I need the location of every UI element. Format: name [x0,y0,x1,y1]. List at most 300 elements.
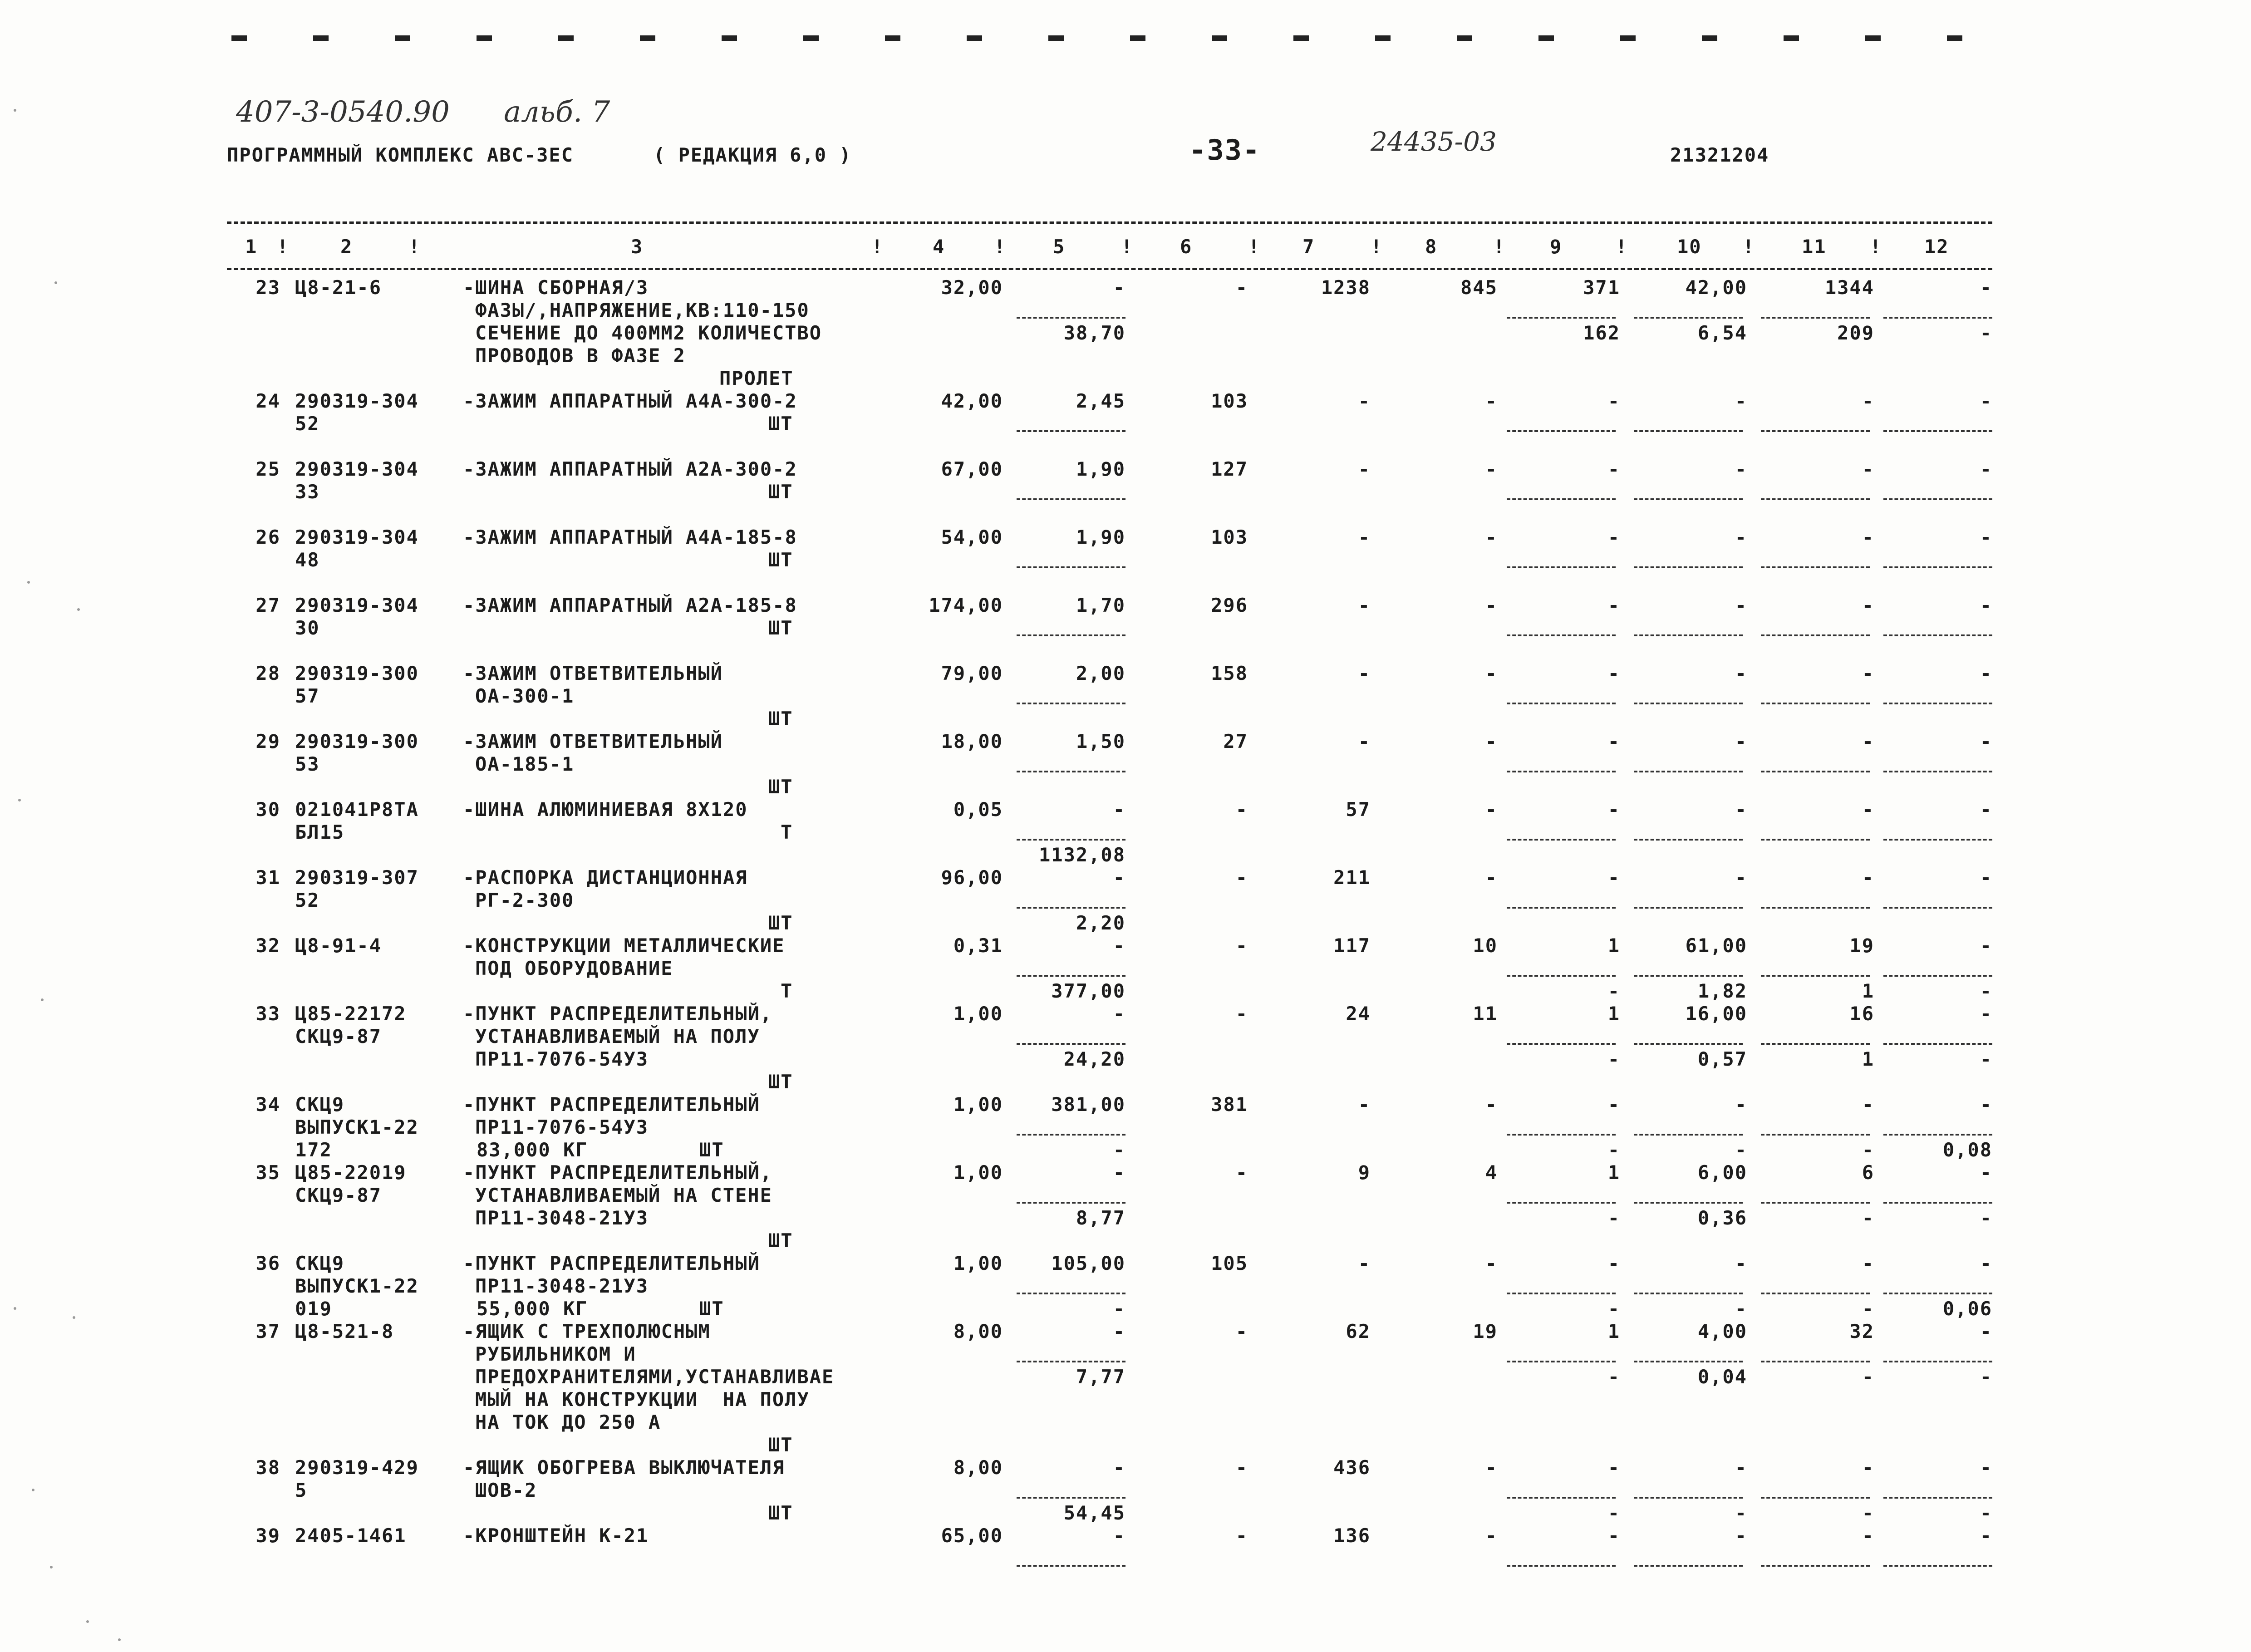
table-cell-desc: ОА-185-1 [475,753,575,775]
table-cell-no: 26 [256,526,280,548]
cell-rule [1507,1361,1616,1362]
table-cell-code: 48 [295,549,320,571]
table-cell-c9: - [1607,458,1620,480]
column-separator: ! [1743,236,1755,258]
table-cell-desc: ШТ [768,1502,793,1524]
table-cell-c10: 61,00 [1685,934,1747,957]
table-cell-c9: - [1607,1456,1620,1479]
table-cell-c9: 1 [1607,1003,1620,1025]
table-cell-c12: - [1980,1320,1992,1342]
top-dash [885,35,900,41]
table-cell-desc: СЕЧЕНИЕ ДО 400ММ2 КОЛИЧЕСТВО [475,322,822,344]
table-cell-no: 36 [256,1252,280,1274]
table-cell-code: СКЦ9 [295,1252,345,1274]
table-cell-c11: 6 [1862,1161,1874,1184]
cell-rule [1761,1361,1870,1362]
column-separator: ! [1870,236,1882,258]
table-cell-c11: 1 [1862,980,1874,1002]
table-cell-c10: - [1735,1252,1747,1274]
cell-rule [1883,839,1992,841]
table-cell-c11: 16 [1849,1003,1874,1025]
table-cell-c9: - [1607,1366,1620,1388]
table-cell-c9: 162 [1583,322,1620,344]
cell-rule [1507,703,1616,704]
table-cell-c7: - [1358,390,1371,412]
table-cell-desc: УСТАНАВЛИВАЕМЫЙ НА СТЕНЕ [475,1184,772,1206]
table-cell-no: 30 [256,798,280,821]
table-cell-c5: 1,70 [1076,594,1126,616]
edition: ( РЕДАКЦИЯ 6,0 ) [654,144,852,166]
table-cell-desc: ШТ [768,1229,793,1252]
table-cell-c4: 32,00 [941,276,1003,299]
handwritten-reference: 407-3-0540.90 [236,95,450,129]
table-cell-c7: 436 [1333,1456,1371,1479]
scan-speck [118,1638,121,1641]
cell-rule [1017,907,1126,909]
scan-speck [14,109,16,112]
table-cell-c10: - [1735,730,1747,752]
cell-rule [1507,771,1616,772]
table-cell-c12: - [1980,866,1992,889]
cell-rule [1017,703,1126,704]
table-cell-c8: - [1485,526,1498,548]
table-cell-c11: - [1862,798,1874,821]
column-separator: ! [1616,236,1628,258]
scan-speck [86,1620,89,1623]
cell-rule [1507,1202,1616,1204]
table-cell-c12: - [1980,390,1992,412]
table-cell-c8: - [1485,662,1498,684]
table-cell-c12: - [1980,458,1992,480]
table-cell-c10: - [1735,594,1747,616]
table-cell-desc: Т [781,821,793,843]
cell-rule [1634,975,1743,977]
table-cell-code: ВЫПУСК1-22 [295,1116,419,1138]
handwritten-album: альб. 7 [504,95,610,129]
table-top-rule [227,221,1992,224]
cell-rule [1017,566,1126,568]
table-cell-c12: - [1980,730,1992,752]
table-cell-c5: - [1113,1003,1126,1025]
cell-rule [1883,634,1992,636]
cell-rule [1883,1565,1992,1567]
table-cell-desc: -ШИНА АЛЮМИНИЕВАЯ 8Х120 [463,798,748,821]
table-cell-c4: 1,00 [953,1093,1003,1116]
table-cell-c10: - [1735,866,1747,889]
table-cell-desc: ПР11-3048-21У3 [475,1207,649,1229]
table-cell-c9: - [1607,1093,1620,1116]
table-cell-c12: - [1980,1456,1992,1479]
scan-speck [14,1307,16,1310]
table-cell-c9: - [1607,1524,1620,1547]
top-dash [1947,35,1962,41]
top-dash [1865,35,1881,41]
table-cell-c4: 1,00 [953,1003,1003,1025]
table-cell-desc: ПР11-3048-21У3 [475,1275,649,1297]
table-cell-c9: - [1607,1048,1620,1070]
table-cell-desc: -РАСПОРКА ДИСТАНЦИОННАЯ [463,866,748,889]
table-cell-c10: 4,00 [1697,1320,1747,1342]
table-cell-desc: ОА-300-1 [475,685,575,707]
table-cell-c9: 1 [1607,1161,1620,1184]
table-cell-c11: 19 [1849,934,1874,957]
scan-speck [50,1566,53,1568]
cell-rule [1634,839,1743,841]
table-cell-c4: 65,00 [941,1524,1003,1547]
table-cell-c9: - [1607,1207,1620,1229]
table-cell-c7: - [1358,458,1371,480]
table-cell-no: 34 [256,1093,280,1116]
cell-rule [1634,430,1743,432]
scan-speck [54,281,57,284]
table-cell-c5: - [1113,1456,1126,1479]
cell-rule [1507,1134,1616,1136]
top-dash [558,35,574,41]
column-separator: ! [1121,236,1134,258]
table-cell-c10: - [1735,798,1747,821]
table-cell-c11: 1 [1862,1048,1874,1070]
table-cell-c8: 19 [1473,1320,1498,1342]
table-cell-c11: - [1862,390,1874,412]
table-cell-c5: - [1113,934,1126,957]
table-cell-c8: - [1485,594,1498,616]
table-cell-no: 37 [256,1320,280,1342]
table-cell-c10: - [1735,1093,1747,1116]
cell-rule [1017,771,1126,772]
cell-rule [1883,1134,1992,1136]
cell-rule [1634,317,1743,319]
top-dash [1620,35,1636,41]
table-cell-c5: 54,45 [1063,1502,1126,1524]
table-cell-c5: - [1113,1161,1126,1184]
cell-rule [1634,1497,1743,1499]
table-cell-c9: - [1607,1252,1620,1274]
table-cell-desc: Т [781,980,793,1002]
table-cell-c9: - [1607,594,1620,616]
table-cell-c4: 174,00 [929,594,1003,616]
table-cell-code: 290319-300 [295,662,419,684]
table-cell-c10: 0,36 [1697,1207,1747,1229]
table-cell-c8: - [1485,866,1498,889]
program-title: ПРОГРАММНЫЙ КОМПЛЕКС АВС-3ЕС [227,144,574,166]
table-cell-desc: ШТ [768,708,793,730]
table-cell-c12: 0,08 [1942,1139,1992,1161]
table-cell-desc: -ЗАЖИМ АППАРАТНЫЙ А2А-185-8 [463,594,797,616]
cell-rule [1634,1361,1743,1362]
cell-rule [1761,317,1870,319]
table-cell-c6: - [1235,276,1248,299]
table-cell-c12: - [1980,1003,1992,1025]
table-cell-code: 019 [295,1298,332,1320]
column-header: 6 [1180,236,1193,258]
table-cell-c11: 1344 [1824,276,1874,299]
table-cell-c9: 1 [1607,1320,1620,1342]
column-separator: ! [871,236,884,258]
doc-code: 21321204 [1670,144,1769,166]
top-dash [1375,35,1391,41]
table-cell-code: ВЫПУСК1-22 [295,1275,419,1297]
cell-rule [1634,566,1743,568]
table-cell-c12: - [1980,594,1992,616]
table-cell-c5: 38,70 [1063,322,1126,344]
table-cell-c5: 2,45 [1076,390,1126,412]
table-cell-c4: 8,00 [953,1320,1003,1342]
table-cell-c4: 18,00 [941,730,1003,752]
table-cell-desc: -КОНСТРУКЦИИ МЕТАЛЛИЧЕСКИЕ [463,934,785,957]
table-cell-c11: - [1862,1502,1874,1524]
table-cell-desc: -ПУНКТ РАСПРЕДЕЛИТЕЛЬНЫЙ [463,1093,760,1116]
table-cell-c10: - [1735,1502,1747,1524]
table-cell-c8: - [1485,1093,1498,1116]
table-cell-c6: - [1235,1524,1248,1547]
table-cell-desc: -ПУНКТ РАСПРЕДЕЛИТЕЛЬНЫЙ, [463,1161,773,1184]
table-cell-c11: 209 [1837,322,1874,344]
table-cell-c10: 16,00 [1685,1003,1747,1025]
table-cell-c12: - [1980,276,1992,299]
table-cell-desc: РГ-2-300 [475,889,575,911]
table-cell-c6: - [1235,1456,1248,1479]
table-cell-code: Ц8-21-6 [295,276,382,299]
page-number: -33- [1189,133,1261,167]
scan-speck [77,608,80,611]
table-cell-no: 31 [256,866,280,889]
table-cell-c9: - [1607,866,1620,889]
top-dash [1212,35,1227,41]
table-cell-c5: 1,50 [1076,730,1126,752]
table-cell-c5: - [1113,1139,1126,1161]
table-cell-c10: - [1735,458,1747,480]
table-cell-code: 290319-304 [295,526,419,548]
column-header: 11 [1802,236,1827,258]
table-cell-c8: 4 [1485,1161,1498,1184]
table-cell-c6: 127 [1211,458,1248,480]
table-cell-c5: 1132,08 [1038,844,1126,866]
table-cell-c12: - [1980,934,1992,957]
cell-rule [1507,839,1616,841]
table-cell-code: 021041Р8ТА [295,798,419,821]
table-cell-desc: 83,000 КГ ШТ [477,1139,724,1161]
cell-rule [1883,1293,1992,1294]
table-cell-code: 290319-304 [295,458,419,480]
table-cell-code: Ц8-91-4 [295,934,382,957]
table-cell-c10: 6,54 [1697,322,1747,344]
column-header: 1 [245,236,258,258]
table-cell-c7: 57 [1346,798,1371,821]
table-cell-c6: - [1235,1320,1248,1342]
table-cell-c5: 8,77 [1076,1207,1126,1229]
cell-rule [1507,317,1616,319]
table-cell-c7: 117 [1333,934,1371,957]
table-cell-code: 290319-304 [295,390,419,412]
table-cell-c5: 1,90 [1076,526,1126,548]
table-cell-desc: 55,000 КГ ШТ [477,1298,724,1320]
table-cell-desc: ПРОЛЕТ [719,367,794,389]
table-cell-c12: - [1980,662,1992,684]
table-cell-c10: 6,00 [1697,1161,1747,1184]
scan-speck [41,998,44,1001]
table-cell-c7: - [1358,730,1371,752]
table-cell-c12: - [1980,1048,1992,1070]
table-cell-c8: - [1485,390,1498,412]
table-cell-code: Ц8-521-8 [295,1320,394,1342]
table-cell-code: 57 [295,685,320,707]
column-header: 3 [631,236,644,258]
table-cell-code: 52 [295,413,320,435]
table-cell-desc: -ЯЩИК ОБОГРЕВА ВЫКЛЮЧАТЕЛЯ [463,1456,785,1479]
cell-rule [1761,430,1870,432]
table-cell-desc: ПР11-7076-54У3 [475,1048,649,1070]
table-cell-c9: - [1607,730,1620,752]
table-cell-c12: - [1980,1366,1992,1388]
table-cell-desc: ШОВ-2 [475,1479,537,1501]
table-cell-desc: ПОД ОБОРУДОВАНИЕ [475,957,673,979]
table-cell-c8: 10 [1473,934,1498,957]
table-cell-desc: -ШИНА СБОРНАЯ/3 [463,276,649,299]
table-cell-c6: 105 [1211,1252,1248,1274]
table-cell-desc: ШТ [768,481,793,503]
table-cell-c12: - [1980,980,1992,1002]
cell-rule [1634,771,1743,772]
table-cell-code: БЛ15 [295,821,345,843]
handwritten-doc-number: 24435-03 [1371,126,1497,157]
top-dash [395,35,410,41]
cell-rule [1017,1497,1126,1499]
cell-rule [1761,1293,1870,1294]
table-cell-c10: - [1735,1139,1747,1161]
table-cell-desc: ШТ [768,776,793,798]
table-cell-code: 33 [295,481,320,503]
table-cell-c6: 103 [1211,526,1248,548]
table-cell-c11: - [1862,662,1874,684]
table-cell-code: 290319-304 [295,594,419,616]
cell-rule [1017,1043,1126,1045]
table-cell-desc: НА ТОК ДО 250 А [475,1411,661,1433]
table-cell-c9: - [1607,980,1620,1002]
top-dash [313,35,329,41]
table-cell-c10: - [1735,526,1747,548]
scan-speck [27,581,30,584]
cell-rule [1761,907,1870,909]
table-cell-code: Ц85-22172 [295,1003,407,1025]
column-header: 2 [340,236,353,258]
table-cell-c5: - [1113,798,1126,821]
table-cell-c7: 136 [1333,1524,1371,1547]
table-cell-c10: - [1735,1298,1747,1320]
table-cell-code: 2405-1461 [295,1524,407,1547]
table-cell-c10: - [1735,1524,1747,1547]
table-cell-c11: - [1862,458,1874,480]
table-cell-code: 5 [295,1479,308,1501]
table-cell-c9: - [1607,798,1620,821]
cell-rule [1017,634,1126,636]
cell-rule [1507,498,1616,500]
table-cell-c8: - [1485,1524,1498,1547]
cell-rule [1883,1497,1992,1499]
table-cell-c6: 158 [1211,662,1248,684]
table-cell-desc: ПРОВОДОВ В ФАЗЕ 2 [475,344,686,367]
cell-rule [1507,1497,1616,1499]
table-cell-desc: ПРЕДОХРАНИТЕЛЯМИ,УСТАНАВЛИВАЕ [475,1366,835,1388]
scan-speck [73,1316,75,1319]
table-cell-c7: 24 [1346,1003,1371,1025]
scan-speck [18,799,21,801]
cell-rule [1883,1043,1992,1045]
table-cell-code: 290319-429 [295,1456,419,1479]
table-cell-c9: - [1607,1502,1620,1524]
table-cell-c5: 105,00 [1051,1252,1126,1274]
table-cell-c5: - [1113,1320,1126,1342]
table-cell-code: 52 [295,889,320,911]
table-cell-desc: ШТ [768,617,793,639]
top-dash [1457,35,1472,41]
table-cell-c11: - [1862,1252,1874,1274]
column-header: 10 [1677,236,1702,258]
table-cell-c11: - [1862,1366,1874,1388]
cell-rule [1507,430,1616,432]
cell-rule [1761,1497,1870,1499]
table-cell-c5: 24,20 [1063,1048,1126,1070]
cell-rule [1017,1293,1126,1294]
table-cell-c4: 1,00 [953,1252,1003,1274]
table-cell-c10: - [1735,1456,1747,1479]
table-cell-c8: 11 [1473,1003,1498,1025]
table-cell-c6: 296 [1211,594,1248,616]
cell-rule [1634,1043,1743,1045]
cell-rule [1634,1202,1743,1204]
table-cell-c6: 27 [1223,730,1248,752]
table-cell-c5: - [1113,866,1126,889]
table-cell-c7: 62 [1346,1320,1371,1342]
cell-rule [1883,771,1992,772]
table-cell-c11: - [1862,1298,1874,1320]
table-cell-c11: - [1862,526,1874,548]
cell-rule [1634,634,1743,636]
table-cell-c4: 0,05 [953,798,1003,821]
cell-rule [1761,1202,1870,1204]
table-cell-no: 28 [256,662,280,684]
table-cell-c5: 2,20 [1076,912,1126,934]
table-cell-desc: УСТАНАВЛИВАЕМЫЙ НА ПОЛУ [475,1025,760,1047]
cell-rule [1883,566,1992,568]
top-dash [1538,35,1554,41]
top-dash [1293,35,1309,41]
table-cell-no: 33 [256,1003,280,1025]
table-cell-code: 290319-300 [295,730,419,752]
table-cell-c7: - [1358,1252,1371,1274]
table-cell-code: Ц85-22019 [295,1161,407,1184]
column-separator: ! [277,236,290,258]
table-cell-desc: ШТ [768,1434,793,1456]
table-cell-no: 29 [256,730,280,752]
top-dash [1784,35,1799,41]
table-cell-desc: -ПУНКТ РАСПРЕДЕЛИТЕЛЬНЫЙ [463,1252,760,1274]
table-cell-c10: - [1735,390,1747,412]
cell-rule [1761,703,1870,704]
top-dash [967,35,982,41]
top-dash [640,35,655,41]
top-dash [231,35,247,41]
table-cell-no: 39 [256,1524,280,1547]
column-separator: ! [1493,236,1506,258]
cell-rule [1634,1565,1743,1567]
table-cell-c5: 377,00 [1051,980,1126,1002]
table-cell-c4: 42,00 [941,390,1003,412]
cell-rule [1883,975,1992,977]
table-cell-desc: РУБИЛЬНИКОМ И [475,1343,636,1365]
table-cell-c12: - [1980,1161,1992,1184]
table-cell-desc: -ЗАЖИМ АППАРАТНЫЙ А4А-300-2 [463,390,797,412]
cell-rule [1507,1293,1616,1294]
